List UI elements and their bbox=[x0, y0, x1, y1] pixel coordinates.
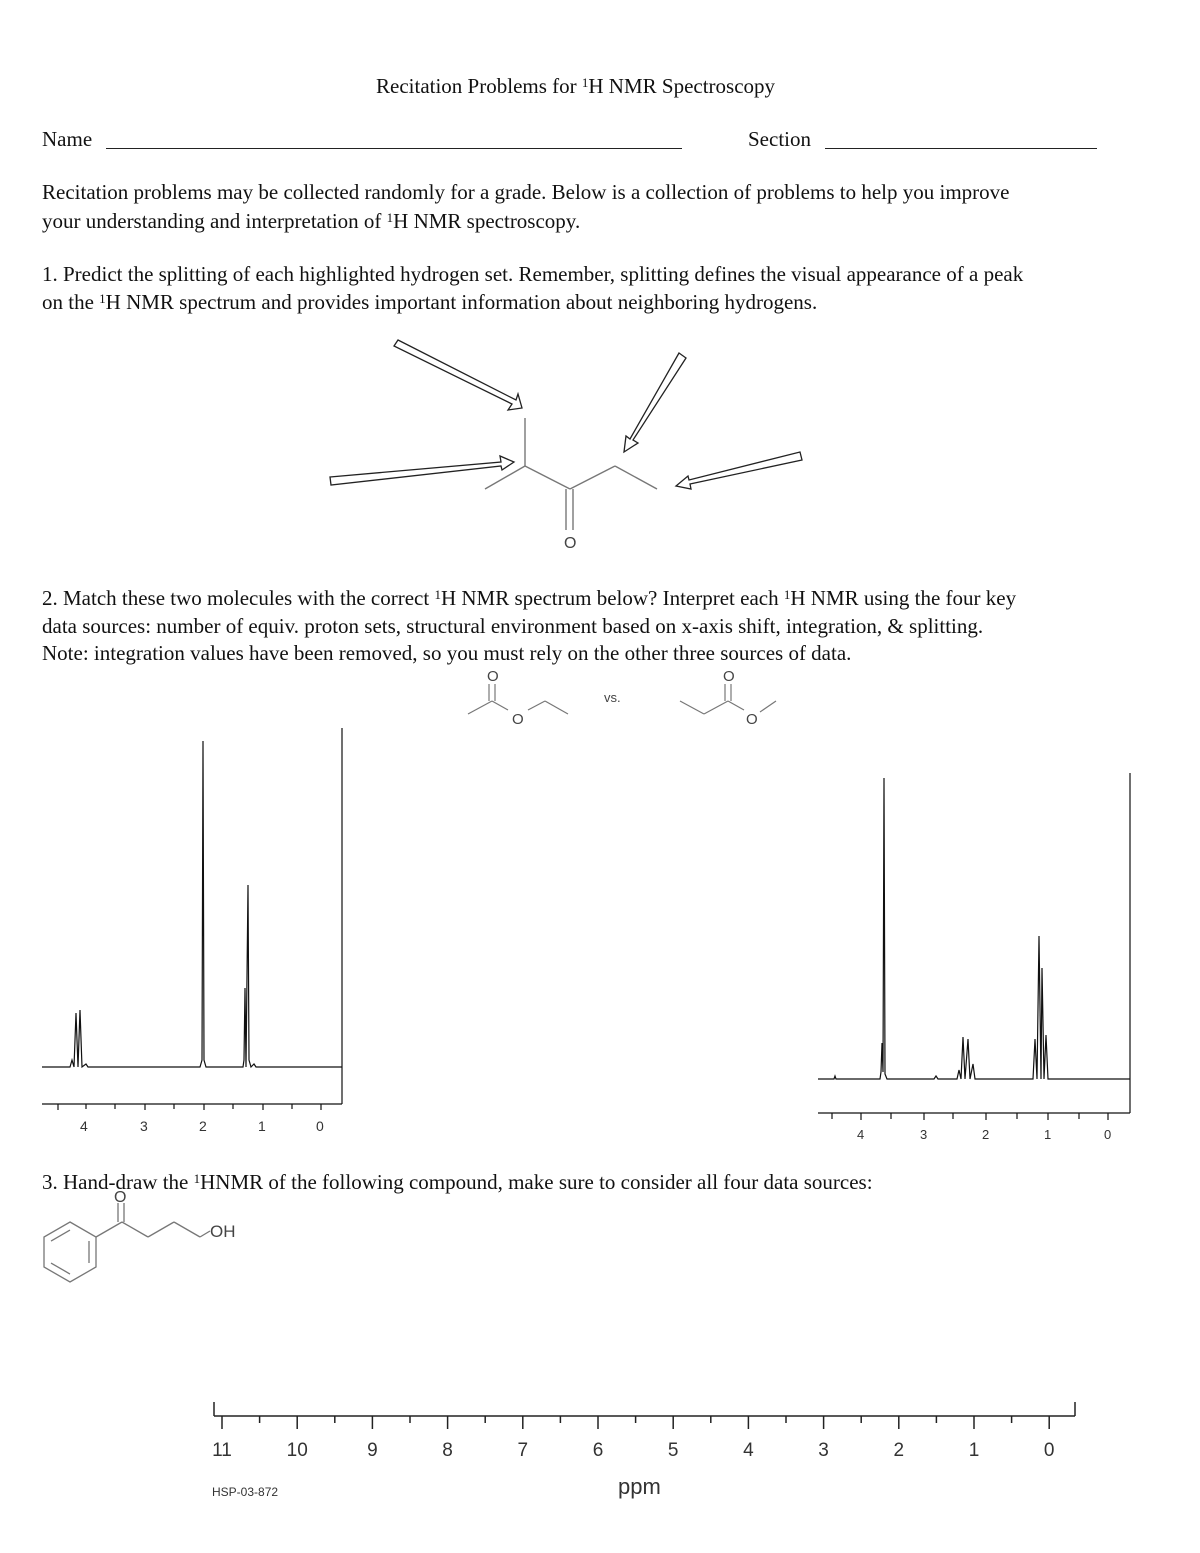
name-label: Name bbox=[42, 127, 93, 151]
left-tick-1: 1 bbox=[258, 1118, 266, 1134]
q1-line-2: on the $^1$H NMR spectrum and provides important information about neighboring hydrogens. bbox=[42, 290, 818, 314]
q2-mol2-ester-o: O bbox=[746, 711, 758, 728]
q2-mol1-ester-o: O bbox=[512, 711, 524, 728]
q3-oh-label: OH bbox=[210, 1222, 236, 1241]
q3-axis-unit: ppm bbox=[618, 1474, 661, 1499]
right-tick-2: 2 bbox=[982, 1127, 990, 1142]
q2-line-1: 2. Match these two molecules with the correct $^1$H NMR spectrum below? Interpret each $^1$H NMR using the four key bbox=[42, 586, 1017, 610]
q3-line-1: 3. Hand-draw the $^1$HNMR of the following compound, make sure to consider all four data sources: bbox=[42, 1170, 873, 1194]
right-tick-0: 0 bbox=[1104, 1127, 1112, 1142]
q2-mol2-carbonyl-o: O bbox=[723, 668, 735, 685]
left-tick-0: 0 bbox=[316, 1118, 324, 1134]
right-tick-4: 4 bbox=[857, 1127, 865, 1142]
q1-line-1: 1. Predict the splitting of each highlighted hydrogen set. Remember, splitting defines the visual appearance of a peak bbox=[42, 262, 1024, 286]
q3-carbonyl-o: O bbox=[114, 1189, 127, 1206]
axis-tick-label: 6 bbox=[592, 1440, 604, 1461]
q2-line-2: data sources: number of equiv. proton sets, structural environment based on x-axis shift, integration, & splitting. bbox=[42, 614, 984, 638]
axis-tick-label: 5 bbox=[667, 1440, 679, 1461]
left-tick-2: 2 bbox=[199, 1118, 207, 1134]
section-label: Section bbox=[748, 127, 811, 151]
axis-tick-label: 0 bbox=[1043, 1440, 1055, 1461]
axis-tick-label: 10 bbox=[286, 1440, 308, 1461]
axis-tick-label: 2 bbox=[893, 1440, 905, 1461]
right-tick-1: 1 bbox=[1044, 1127, 1052, 1142]
right-tick-3: 3 bbox=[920, 1127, 928, 1142]
left-tick-3: 3 bbox=[140, 1118, 148, 1134]
axis-tick-label: 9 bbox=[367, 1440, 378, 1461]
axis-tick-label: 11 bbox=[212, 1440, 232, 1461]
q1-oxygen-label: O bbox=[564, 535, 577, 552]
q2-line-3: Note: integration values have been removed, so you must rely on the other three sources of data. bbox=[42, 641, 852, 665]
page-title: Recitation Problems for $^1$H NMR Spectroscopy bbox=[376, 74, 776, 98]
axis-tick-label: 8 bbox=[442, 1440, 453, 1461]
q2-vs-label: vs. bbox=[604, 690, 621, 705]
intro-line-2: your understanding and interpretation of $^1$H NMR spectroscopy. bbox=[42, 209, 581, 233]
q3-code-label: HSP-03-872 bbox=[212, 1485, 279, 1499]
left-tick-4: 4 bbox=[80, 1118, 88, 1134]
axis-tick-label: 3 bbox=[818, 1440, 829, 1461]
axis-tick-label: 7 bbox=[517, 1440, 529, 1461]
axis-tick-label: 1 bbox=[968, 1440, 980, 1461]
q2-mol1-carbonyl-o: O bbox=[487, 668, 499, 685]
intro-line-1: Recitation problems may be collected randomly for a grade. Below is a collection of problems to help you improve bbox=[42, 180, 1010, 204]
axis-tick-label: 4 bbox=[743, 1440, 754, 1461]
